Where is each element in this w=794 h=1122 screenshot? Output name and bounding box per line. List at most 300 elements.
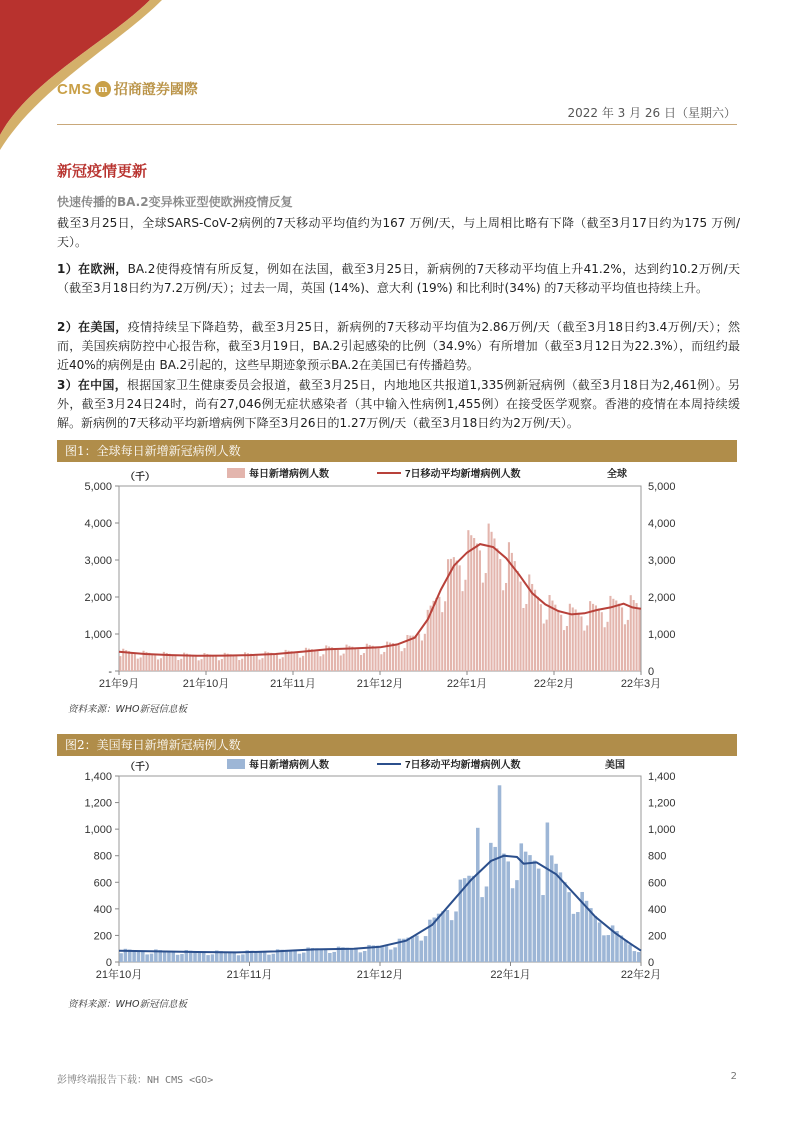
daily-bar — [493, 847, 497, 962]
daily-bar — [543, 624, 545, 671]
daily-bar — [385, 946, 389, 962]
daily-bar — [296, 653, 298, 671]
x-tick-label: 21年9月 — [98, 678, 140, 690]
x-tick-label: 22年2月 — [533, 678, 575, 690]
daily-bar — [438, 597, 440, 671]
region-label: 全球 — [607, 469, 627, 480]
daily-bar — [444, 601, 446, 671]
x-tick-label: 21年11月 — [270, 678, 316, 690]
daily-bar — [615, 600, 617, 671]
y-tick-label: 1,000 — [84, 629, 112, 641]
y-tick-label: 800 — [93, 850, 112, 863]
paragraph-china — [57, 376, 740, 433]
daily-bar — [618, 604, 620, 671]
daily-bar — [415, 935, 419, 962]
daily-bar — [511, 553, 513, 671]
daily-bar — [638, 607, 640, 671]
y-tick-label: 5,000 — [84, 481, 112, 493]
daily-bar — [201, 659, 203, 671]
daily-bar — [557, 610, 559, 671]
daily-bar — [592, 604, 594, 671]
daily-bar — [337, 650, 339, 671]
daily-bar — [359, 952, 363, 962]
daily-bar — [514, 561, 516, 671]
daily-bar — [250, 654, 252, 671]
x-tick-label: 21年12月 — [356, 678, 404, 690]
daily-bar — [563, 882, 567, 962]
daily-bar — [218, 660, 220, 671]
daily-bar — [572, 607, 574, 671]
daily-bar — [174, 656, 176, 671]
daily-bar — [598, 922, 602, 962]
daily-bar — [467, 876, 471, 962]
daily-bar — [472, 876, 476, 962]
daily-bar — [522, 608, 524, 671]
daily-bar — [463, 878, 467, 962]
daily-bar — [392, 643, 394, 671]
y-tick-label-right: 5,000 — [648, 481, 676, 493]
daily-bar — [261, 658, 263, 671]
paragraph-usa — [57, 318, 740, 375]
daily-bar — [273, 654, 275, 671]
logo-chinese-name: 招商證券國際 — [113, 82, 198, 98]
daily-bar — [554, 864, 558, 962]
legend-bar-label: 每日新增病例人数 — [249, 469, 329, 480]
daily-bar — [491, 532, 493, 671]
figure1-chart — [57, 462, 737, 698]
moving-average-line — [119, 544, 641, 656]
plot-frame — [119, 776, 641, 962]
daily-bar — [317, 651, 319, 671]
daily-bar — [157, 659, 159, 671]
y-tick-label-right: 3,000 — [648, 555, 676, 567]
legend-bar-swatch — [227, 468, 245, 478]
daily-bar — [128, 651, 130, 671]
daily-bar — [607, 935, 611, 962]
daily-bar — [604, 627, 606, 671]
x-tick-label: 22年2月 — [620, 969, 662, 981]
daily-bar — [172, 655, 174, 671]
daily-bar — [346, 948, 350, 962]
daily-bar — [476, 828, 480, 962]
daily-bar — [119, 656, 121, 671]
daily-bar — [551, 601, 553, 671]
daily-bar — [499, 559, 501, 671]
daily-bar — [332, 952, 336, 962]
paragraph-europe — [57, 260, 740, 298]
daily-bar — [293, 951, 297, 962]
daily-bar — [418, 634, 420, 671]
paragraph-global — [57, 214, 740, 252]
daily-bar — [211, 954, 215, 962]
paragraph-text: 疫情持续呈下降趋势，截至3月25日，新病例的7天移动平均值为2.86万例/天（截至3月18日约3.4万例/天）；然而，美国疾病防控中心报告称，截至3月19日，BA.2引起感染的比例（34.9%）有所增加（截至3月12日为22.3%），而纽约最近40%的病例是由 BA.2引起的，这些早期迹象预示BA.2在美国已有传播趋势。 — [57, 320, 740, 372]
daily-bar — [276, 655, 278, 671]
daily-bar — [534, 590, 536, 671]
logo-mark-icon: m — [95, 81, 111, 97]
daily-bar — [589, 908, 593, 962]
daily-bar — [172, 952, 176, 962]
daily-bar — [628, 944, 632, 962]
daily-bar — [456, 561, 458, 671]
daily-bar — [293, 652, 295, 671]
unit-label: （千） — [125, 762, 155, 773]
legend-bar-label: 每日新增病例人数 — [249, 760, 329, 771]
paragraph-text: BA.2使得疫情有所反复，例如在法国，截至3月25日，新病例的7天移动平均值上升41.2%，达到约10.2万例/天（截至3月18日约为7.2万例/天）；过去一周，英国 (14%)、意大利 (19%) 和比利时(34%) 的7天移动平均值也持续上升。 — [57, 262, 740, 295]
daily-bar — [602, 935, 606, 962]
daily-bar — [322, 654, 324, 671]
daily-bar — [441, 911, 445, 962]
daily-bar — [537, 869, 541, 962]
daily-bar — [169, 654, 171, 671]
daily-bar — [334, 649, 336, 671]
y-tick-label-right: 1,200 — [648, 797, 676, 810]
daily-bar — [351, 647, 353, 671]
daily-bar — [134, 654, 136, 671]
y-tick-label: 200 — [93, 930, 112, 943]
daily-bar — [411, 936, 415, 962]
daily-bar — [520, 582, 522, 671]
plot-frame — [119, 486, 641, 671]
x-tick-label: 22年3月 — [620, 678, 662, 690]
daily-bar — [302, 656, 304, 671]
x-tick-label: 22年1月 — [490, 969, 531, 981]
daily-bar — [476, 543, 478, 671]
daily-bar — [272, 954, 276, 962]
y-tick-label: 3,000 — [84, 555, 112, 567]
daily-bar — [459, 565, 461, 671]
figure1-source: 资料来源：WHO新冠信息板 — [68, 704, 188, 715]
daily-bar — [419, 941, 423, 962]
figure1-title: 图1：全球每日新增新冠病例人数 — [57, 440, 737, 462]
daily-bar — [421, 640, 423, 671]
daily-bar — [131, 653, 133, 671]
daily-bar — [357, 649, 359, 671]
daily-bar — [450, 920, 454, 962]
daily-bar — [228, 952, 232, 962]
x-tick-label: 21年12月 — [356, 969, 404, 981]
y-tick-label-right: 1,400 — [648, 771, 676, 783]
daily-bar — [180, 659, 182, 671]
daily-bar — [263, 952, 267, 962]
daily-bar — [583, 631, 585, 671]
daily-bar — [221, 659, 223, 671]
y-tick-label-right: 1,000 — [648, 824, 676, 837]
daily-bar — [140, 657, 142, 671]
daily-bar — [621, 607, 623, 671]
paragraph-lead: 1）在欧洲， — [57, 262, 128, 276]
daily-bar — [198, 660, 200, 671]
daily-bar — [177, 660, 179, 671]
daily-bar — [319, 656, 321, 671]
daily-bar — [593, 916, 597, 962]
daily-bar — [479, 550, 481, 671]
daily-bar — [546, 620, 548, 671]
paragraph-text: 根据国家卫生健康委员会报道，截至3月25日，内地地区共报道1,335例新冠病例（截至3月18日为2,461例）。另外，截至3月24日24时，尚有27,046例无症状感染者（其中输入性病例1,455例）在接受医学观察。香港的疫情在本周持续缓解。新病例的7天移动平均新增病例下降至3月26日的1.27万例/天（截至3月18日约为2万例/天）。 — [57, 378, 740, 430]
y-tick-label-right: 0 — [648, 666, 655, 678]
legend-line-label: 7日移动平均新增病例人数 — [405, 760, 521, 771]
daily-bar — [485, 886, 489, 962]
x-tick-label: 21年10月 — [95, 969, 143, 981]
daily-bar — [404, 648, 406, 671]
daily-bar — [253, 655, 255, 671]
y-tick-label-right: 4,000 — [648, 518, 676, 530]
daily-bar — [612, 599, 614, 671]
daily-bar — [311, 649, 313, 671]
header-divider — [57, 124, 737, 125]
daily-bar — [176, 955, 180, 962]
sub-title: 快速传播的BA.2变异株亚型使欧洲疫情反复 — [57, 195, 293, 209]
figure2-chart — [57, 756, 737, 992]
daily-bar — [230, 654, 232, 671]
daily-bar — [137, 951, 141, 962]
daily-bar — [383, 652, 385, 671]
daily-bar — [189, 654, 191, 671]
daily-bar — [369, 645, 371, 671]
daily-bar — [563, 630, 565, 671]
paragraph-text: 截至3月25日，全球SARS-CoV-2病例的7天移动平均值约为167 万例/天，与上周相比略有下降（截至3月17日约为175 万例/天）。 — [57, 216, 740, 249]
daily-bar — [554, 605, 556, 671]
daily-bar — [502, 854, 506, 962]
daily-bar — [380, 946, 384, 962]
page-number: 2 — [730, 1071, 737, 1082]
daily-bar — [502, 590, 504, 671]
daily-bar — [446, 910, 450, 962]
paragraph-lead: 3）在中国， — [57, 378, 127, 392]
daily-bar — [401, 651, 403, 671]
daily-bar — [441, 612, 443, 671]
daily-bar — [331, 647, 333, 671]
daily-bar — [195, 657, 197, 671]
daily-bar — [498, 785, 502, 962]
daily-bar — [354, 949, 358, 962]
daily-bar — [506, 861, 510, 962]
daily-bar — [480, 897, 484, 962]
daily-bar — [595, 605, 597, 671]
chart-global-svg — [57, 462, 737, 698]
legend-bar-swatch — [227, 759, 245, 769]
daily-bar — [298, 954, 302, 962]
daily-bar — [267, 955, 271, 962]
y-tick-label: 1,200 — [84, 797, 112, 810]
daily-bar — [160, 658, 162, 671]
daily-bar — [598, 608, 600, 671]
daily-bar — [289, 950, 293, 962]
daily-bar — [375, 647, 377, 671]
daily-bar — [340, 655, 342, 671]
daily-bar — [572, 914, 576, 962]
daily-bar — [299, 658, 301, 671]
daily-bar — [348, 646, 350, 671]
x-tick-label: 21年11月 — [226, 969, 273, 981]
daily-bar — [314, 650, 316, 671]
daily-bar — [237, 955, 241, 962]
logo-cms-text: CMS — [57, 80, 92, 98]
daily-bar — [601, 612, 603, 671]
daily-bar — [531, 584, 533, 671]
daily-bar — [212, 655, 214, 671]
daily-bar — [485, 573, 487, 671]
daily-bar — [279, 659, 281, 671]
daily-bar — [533, 861, 537, 962]
daily-bar — [624, 624, 626, 671]
y-tick-label-right: 600 — [648, 877, 667, 890]
y-tick-label: 1,400 — [84, 771, 112, 783]
daily-bar — [462, 591, 464, 671]
daily-bar — [354, 648, 356, 671]
daily-bar — [148, 653, 150, 671]
daily-bar — [192, 655, 194, 671]
daily-bar — [206, 955, 210, 962]
daily-bar — [328, 953, 332, 962]
daily-bar — [145, 954, 149, 962]
daily-bar — [433, 601, 435, 671]
daily-bar — [525, 604, 527, 671]
daily-bar — [350, 948, 354, 962]
daily-bar — [363, 653, 365, 671]
daily-bar — [566, 626, 568, 671]
daily-bar — [209, 655, 211, 671]
daily-bar — [151, 654, 153, 671]
daily-bar — [576, 912, 580, 962]
daily-bar — [259, 952, 263, 962]
y-tick-label: 4,000 — [84, 518, 112, 530]
daily-bar — [290, 651, 292, 671]
daily-bar — [496, 548, 498, 671]
daily-bar — [232, 655, 234, 671]
figure2-source: 资料来源：WHO新冠信息板 — [68, 999, 188, 1010]
daily-bar — [424, 634, 426, 671]
daily-bar — [302, 953, 306, 962]
y-tick-label: 2,000 — [84, 592, 112, 604]
daily-bar — [150, 954, 154, 962]
daily-bar — [412, 636, 414, 671]
daily-bar — [238, 660, 240, 671]
daily-bar — [524, 852, 528, 962]
y-tick-label-right: 1,000 — [648, 629, 676, 641]
daily-bar — [282, 657, 284, 671]
daily-bar — [415, 635, 417, 671]
paragraph-lead: 2）在美国， — [57, 320, 128, 334]
daily-bar — [464, 580, 466, 671]
daily-bar — [324, 950, 328, 962]
daily-bar — [256, 656, 258, 671]
daily-bar — [482, 583, 484, 671]
daily-bar — [560, 615, 562, 671]
y-tick-label: 1,000 — [84, 824, 112, 837]
daily-bar — [141, 952, 145, 962]
daily-bar — [389, 950, 393, 962]
moving-average-line — [119, 856, 641, 953]
daily-bar — [376, 946, 380, 962]
daily-bar — [450, 559, 452, 671]
daily-bar — [517, 571, 519, 671]
daily-bar — [232, 953, 236, 962]
daily-bar — [627, 620, 629, 671]
daily-bar — [377, 649, 379, 671]
daily-bar — [637, 952, 641, 962]
daily-bar — [137, 659, 139, 671]
region-label: 美国 — [605, 760, 625, 771]
daily-bar — [537, 597, 539, 671]
y-tick-label-right: 800 — [648, 850, 667, 863]
daily-bar — [363, 951, 367, 962]
daily-bar — [380, 654, 382, 671]
daily-bar — [541, 895, 545, 962]
y-tick-label-right: 2,000 — [648, 592, 676, 604]
daily-bar — [470, 535, 472, 671]
daily-bar — [624, 940, 628, 962]
daily-bar — [586, 625, 588, 671]
company-logo — [57, 79, 198, 99]
daily-bar — [259, 660, 261, 671]
daily-bar — [424, 936, 428, 962]
daily-bar — [241, 659, 243, 671]
daily-bar — [235, 656, 237, 671]
daily-bar — [270, 653, 272, 671]
daily-bar — [180, 954, 184, 962]
daily-bar — [578, 613, 580, 671]
chart-us-svg — [57, 756, 737, 992]
daily-bar — [395, 644, 397, 671]
daily-bar — [493, 538, 495, 671]
legend-line-label: 7日移动平均新增病例人数 — [405, 469, 521, 480]
daily-bar — [453, 557, 455, 671]
daily-bar — [575, 609, 577, 671]
daily-bar — [154, 655, 156, 671]
daily-bar — [167, 951, 171, 962]
daily-bar — [202, 953, 206, 962]
daily-bar — [215, 656, 217, 671]
figure2-title: 图2：美国每日新增新冠病例人数 — [57, 734, 737, 756]
daily-bar — [511, 888, 515, 962]
report-date: 2022 年 3 月 26 日（星期六） — [567, 106, 736, 120]
x-tick-label: 21年10月 — [182, 678, 230, 690]
x-tick-label: 22年1月 — [446, 678, 488, 690]
daily-bar — [515, 880, 519, 962]
daily-bar — [473, 538, 475, 671]
daily-bar — [437, 914, 441, 962]
daily-bar — [372, 646, 374, 671]
y-tick-label: - — [108, 666, 112, 678]
daily-bar — [343, 654, 345, 671]
daily-bar — [360, 655, 362, 671]
daily-bar — [319, 949, 323, 962]
y-tick-label-right: 400 — [648, 903, 667, 916]
daily-bar — [409, 636, 411, 671]
daily-bar — [633, 600, 635, 671]
daily-bar — [540, 604, 542, 671]
daily-bar — [607, 622, 609, 671]
y-tick-label: 400 — [93, 903, 112, 916]
y-tick-label: 600 — [93, 877, 112, 890]
daily-bar — [198, 952, 202, 962]
daily-bar — [505, 583, 507, 671]
daily-bar — [393, 947, 397, 962]
daily-bar — [567, 892, 571, 962]
daily-bar — [633, 951, 637, 962]
daily-bar — [528, 855, 532, 962]
y-tick-label: 0 — [105, 957, 112, 969]
section-title: 新冠疫情更新 — [57, 162, 148, 180]
daily-bar — [398, 645, 400, 671]
daily-bar — [454, 911, 458, 962]
daily-bar — [580, 616, 582, 671]
y-tick-label-right: 0 — [648, 957, 655, 969]
daily-bar — [636, 603, 638, 671]
daily-bar — [241, 954, 245, 962]
daily-bar — [435, 598, 437, 671]
daily-bar — [119, 953, 123, 962]
